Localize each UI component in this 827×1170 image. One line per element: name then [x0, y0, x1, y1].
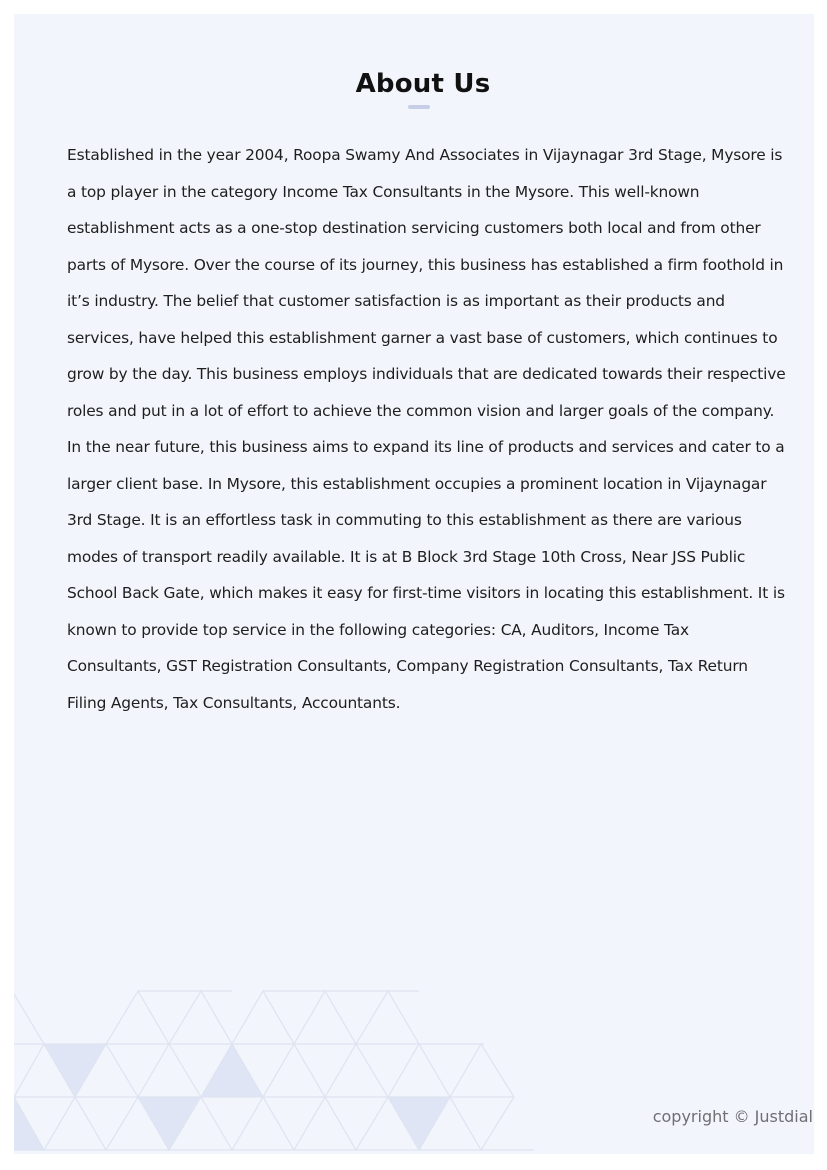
about-description: Established in the year 2004, Roopa Swamy And Associates in Vijaynagar 3rd Stage, Mysore is a top player in the category Income Tax Consultants in the Mysore. This well-known establishment acts as a one-stop destination servicing customers both local and from other parts of Mysore. Over the course of its journey, this business has established a firm foothold in it’s industry. The belief that customer satisfaction is as important as their products and services, have helped this establishment garner a vast base of customers, which continues to grow by the day. This business employs individuals that are dedicated towards their respective roles and put in a lot of effort to achieve the common vision and larger goals of the company. In the near future, this business aims to expand its line of products and services and cater to a larger client base. In Mysore, this establishment occupies a prominent location in Vijaynagar 3rd Stage. It is an effortless task in commuting to this establishment as there are various modes of transport readily available. It is at B Block 3rd Stage 10th Cross, Near JSS Public School Back Gate, which makes it easy for first-time visitors in locating this establishment. It is known to provide top service in the following categories: CA, Auditors, Income Tax Consultants, GST Registration Consultants, Company Registration Consultants, Tax Return Filing Agents, Tax Consultants, Accountants.: [67, 146, 786, 712]
page-title: About Us: [355, 69, 491, 99]
title-underline-accent: [408, 105, 430, 109]
triangle-pattern-decoration: [14, 989, 534, 1154]
copyright-notice: copyright © Justdial: [652, 1107, 813, 1126]
about-us-page: [14, 14, 814, 1154]
